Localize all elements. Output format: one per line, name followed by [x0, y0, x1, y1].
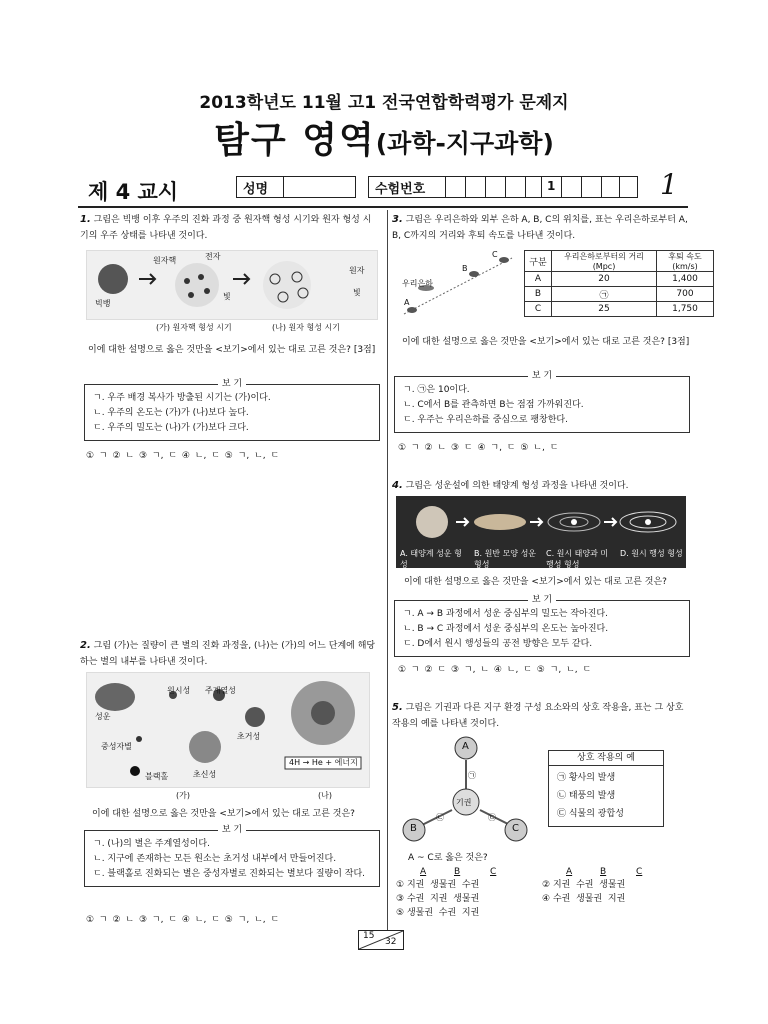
q5-col-header: C [636, 867, 643, 877]
q5-col-header: B [454, 867, 461, 877]
q5-col-header: C [490, 867, 497, 877]
q3-fig-label: 우리은하 [402, 279, 433, 288]
q3-table-cell: ㉠ [552, 287, 657, 302]
q3-fig-label: C [492, 250, 498, 259]
q1-figure [86, 250, 378, 320]
q1-fig-label: 빅뱅 [95, 299, 111, 308]
q2-prompt: 이에 대한 설명으로 옳은 것만을 <보기>에서 있는 대로 고른 것은? [92, 809, 355, 819]
q1-fig-label: 전자 [205, 252, 221, 261]
bogi-item: ㄴ. B → C 과정에서 성운 중심부의 온도는 높아진다. [403, 624, 609, 634]
bogi-title: 보 기 [528, 371, 556, 381]
q2-number: 2. [80, 640, 91, 651]
bogi-item: ㄱ. 우주 배경 복사가 방출된 시기는 (가)이다. [93, 393, 271, 403]
q3-table-cell: B [525, 287, 552, 302]
q3-table-cell: C [525, 302, 552, 317]
q2-caption-a: (가) [176, 791, 190, 800]
q5-options [396, 866, 688, 926]
footer-total: 32 [385, 937, 397, 947]
footer-page-box [358, 930, 404, 950]
q5-col-header: A [566, 867, 573, 877]
bogi-item: ㄱ. (나)의 별은 주계열성이다. [93, 839, 210, 849]
q3-table-cell: 1,400 [657, 272, 714, 287]
q5-node: C [512, 823, 519, 834]
q3-bogi-box [394, 371, 690, 433]
session-label: 제 4 교시 [88, 180, 179, 204]
arrow-icon [604, 518, 616, 526]
q3-prompt: 이에 대한 설명으로 옳은 것만을 <보기>에서 있는 대로 고른 것은? [3점] [402, 337, 690, 347]
name-label: 성명 [243, 182, 269, 197]
q5-col-header: B [600, 867, 607, 877]
q5-diagram [396, 736, 536, 844]
q4-number: 4. [392, 480, 403, 491]
q5-col-header: A [420, 867, 427, 877]
bogi-item: ㄴ. C에서 B를 관측하면 B는 점점 가까워진다. [403, 400, 584, 410]
q4-figure [396, 496, 686, 568]
q3-table [524, 250, 714, 317]
exam-title: 2013학년도 11월 고1 전국연합학력평가 문제지 [199, 93, 569, 113]
q1-choices: ① ㄱ ② ㄴ ③ ㄱ, ㄷ ④ ㄴ, ㄷ ⑤ ㄱ, ㄴ, ㄷ [86, 451, 280, 461]
column-divider [387, 210, 388, 930]
exam-number-box [368, 176, 638, 198]
q2-fig-label: 4H → He + 에너지 [289, 758, 358, 767]
q1-fig-label: 빛 [223, 292, 231, 301]
q3-fig-label: B [462, 264, 468, 273]
q3-choices: ① ㄱ ② ㄴ ③ ㄷ ④ ㄱ, ㄷ ⑤ ㄴ, ㄷ [398, 443, 559, 453]
q2-fig-label: 초신성 [193, 770, 217, 779]
bogi-item: ㄴ. 지구에 존재하는 모든 원소는 초거성 내부에서 만들어진다. [93, 854, 337, 864]
q4-text [392, 478, 688, 494]
subject-title [0, 112, 768, 163]
q3-table-cell: 1,750 [657, 302, 714, 317]
q5-prompt: A ~ C로 옳은 것은? [408, 853, 488, 863]
q5-table-row: ㉢ 식물의 광합성 [557, 809, 624, 819]
q2-choices: ① ㄱ ② ㄴ ③ ㄱ, ㄷ ④ ㄴ, ㄷ ⑤ ㄱ, ㄴ, ㄷ [86, 915, 280, 925]
page-number: 1 [660, 168, 678, 201]
q2-fig-label: 블랙홀 [145, 772, 169, 781]
q5-node: B [410, 823, 417, 834]
q1-caption-a: (가) 원자핵 형성 시기 [156, 323, 232, 332]
q2-fig-label: 원시성 [167, 686, 191, 695]
q5-table-header: 상호 작용의 예 [549, 751, 663, 766]
footer-page: 15 [363, 931, 375, 941]
q1-caption-b: (나) 원자 형성 시기 [272, 323, 340, 332]
q5-edge: ㉢ [488, 813, 496, 822]
q1-fig-label: 빛 [353, 288, 361, 297]
bogi-item: ㄱ. ㉠은 10이다. [403, 385, 470, 395]
q2-figure [86, 672, 370, 788]
q5-number: 5. [392, 702, 403, 713]
q2-fig-label: 주계열성 [205, 686, 236, 695]
q5-stem: 그림은 기권과 다른 지구 환경 구성 요소와의 상호 작용을, 표는 그 상호 작용의 예를 나타낸 것이다. [392, 703, 684, 729]
q4-bogi-box [394, 595, 690, 657]
q4-prompt: 이에 대한 설명으로 옳은 것만을 <보기>에서 있는 대로 고른 것은? [404, 577, 667, 587]
q4-fig-label: A. 태양계 성운 형성 [400, 549, 462, 569]
q4-choices: ① ㄱ ② ㄷ ③ ㄱ, ㄴ ④ ㄴ, ㄷ ⑤ ㄱ, ㄴ, ㄷ [398, 665, 592, 675]
q3-table-header: 구분 [525, 251, 552, 272]
bogi-title: 보 기 [528, 595, 556, 605]
q5-node: A [462, 741, 469, 752]
arrow-icon [530, 518, 542, 526]
bigbang-shape [98, 264, 128, 294]
bogi-title: 보 기 [218, 825, 246, 835]
q5-table-row: ㉠ 황사의 발생 [557, 773, 616, 783]
q3-table-header: 후퇴 속도 (km/s) [657, 251, 714, 272]
q1-figure-svg [87, 251, 377, 319]
q2-fig-label: 성운 [95, 712, 111, 721]
q5-text [392, 700, 688, 732]
q4-stem: 그림은 성운설에 의한 태양계 형성 과정을 나타낸 것이다. [405, 481, 629, 491]
arrow-icon [139, 274, 155, 284]
exam-number-digit: 1 [547, 179, 556, 193]
q1-number: 1. [80, 214, 91, 225]
q3-fig-label: A [404, 298, 410, 307]
bogi-item: ㄷ. 블랙홀로 진화되는 별은 중성자별로 진화되는 별보다 질량이 작다. [93, 869, 366, 879]
q4-fig-label: C. 원시 태양과 미행성 형성 [546, 549, 609, 569]
q3-number: 3. [392, 214, 403, 225]
q1-bogi-box [84, 379, 380, 441]
q5-option: ① 지권 생물권 수권 [396, 880, 480, 890]
q1-fig-label: 원자핵 [153, 256, 177, 265]
q2-fig-label: 중성자별 [101, 742, 132, 751]
q5-table [548, 750, 664, 827]
q2-fig-label: 초거성 [237, 732, 261, 741]
q5-option: ② 지권 수권 생물권 [542, 880, 626, 890]
header-rule [78, 206, 688, 208]
q3-table-header: 우리은하로부터의 거리(Mpc) [552, 251, 657, 272]
q4-fig-label: B. 원반 모양 성운 형성 [474, 549, 537, 569]
bogi-item: ㄷ. D에서 원시 행성들의 공전 방향은 모두 같다. [403, 639, 593, 649]
name-box [236, 176, 356, 198]
exam-number-label: 수험번호 [375, 182, 426, 197]
q1-prompt: 이에 대한 설명으로 옳은 것만을 <보기>에서 있는 대로 고른 것은? [3점] [88, 345, 376, 355]
q5-edge: ㉠ [468, 771, 476, 780]
q3-galaxy-figure [398, 250, 518, 320]
bogi-item: ㄱ. A → B 과정에서 성운 중심부의 밀도는 작아진다. [403, 609, 608, 619]
q5-option: ③ 수권 지권 생물권 [396, 894, 480, 904]
q3-table-cell: A [525, 272, 552, 287]
bogi-title: 보 기 [218, 379, 246, 389]
q3-text [392, 212, 688, 244]
subject-main: 탐구 영역 [214, 120, 376, 161]
q2-text [80, 638, 380, 670]
arrow-icon [456, 518, 468, 526]
q3-table-cell: 20 [552, 272, 657, 287]
subject-sub: (과학-지구과학) [375, 129, 554, 158]
q5-option: ⑤ 생물권 수권 지권 [396, 908, 480, 918]
q4-fig-label: D. 원시 행성 형성 [620, 549, 683, 558]
q5-table-row: ㉡ 태풍의 발생 [557, 791, 616, 801]
q2-stem: 그림 (가)는 질량이 큰 별의 진화 과정을, (나)는 (가)의 어느 단계에 해당하는 별의 내부를 나타낸 것이다. [80, 641, 376, 667]
q3-table-cell: 700 [657, 287, 714, 302]
bogi-item: ㄷ. 우주는 우리은하를 중심으로 팽창한다. [403, 415, 568, 425]
q2-bogi-box [84, 825, 380, 887]
q2-caption-b: (나) [318, 791, 332, 800]
q5-edge: ㉡ [436, 813, 444, 822]
q3-table-cell: 25 [552, 302, 657, 317]
bogi-item: ㄴ. 우주의 온도는 (가)가 (나)보다 높다. [93, 408, 249, 418]
q1-fig-label: 원자 [349, 266, 365, 275]
bogi-item: ㄷ. 우주의 밀도는 (나)가 (가)보다 크다. [93, 423, 249, 433]
arrow-icon [233, 274, 249, 284]
q1-stem: 그림은 빅뱅 이후 우주의 진화 과정 중 원자핵 형성 시기와 원자 형성 시기의 우주 상태를 나타낸 것이다. [80, 215, 372, 241]
q1-text [80, 212, 380, 244]
q5-node: 기권 [456, 798, 472, 807]
q3-stem: 그림은 우리은하와 외부 은하 A, B, C의 위치를, 표는 우리은하로부터 A, B, C까지의 거리와 후퇴 속도를 나타낸 것이다. [392, 215, 688, 241]
q5-option: ④ 수권 생물권 지권 [542, 894, 626, 904]
